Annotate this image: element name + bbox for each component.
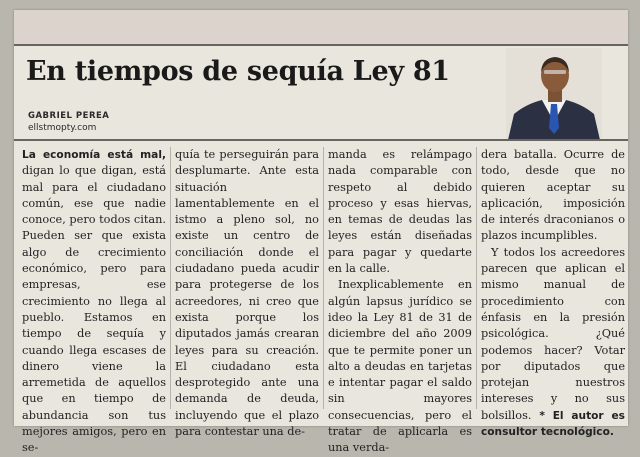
column-4-paragraph-2: Y todos los acreedores parecen que aplican el mismo manual de procedimiento con énfasis en la presión psicológica. ¿Qué podemos hacer? Votar por diputados que protejan nuestros intereses y no sus bolsillos. [481,245,625,422]
page-top-band [14,10,628,44]
article-headline: En tiempos de sequía Ley 81 [26,56,450,87]
column-divider [170,147,171,409]
byline-website: ellstmopty.com [28,123,97,133]
article-column-3 [328,147,472,457]
newspaper-page [14,10,628,455]
column-divider [323,147,324,409]
article-column-4 [481,147,625,440]
article-column-1 [22,147,166,457]
column-3-paragraph-1: manda es relámpago nada comparable con respeto al debido proceso y esas hiervas, en temas de deudas las leyes están diseñadas para pagar y quedarte en la calle. [328,148,472,276]
author-note: * El autor es consultor tecnológico. [481,409,625,439]
byline-rule [14,139,628,141]
article-column-2 [175,147,319,440]
column-4-paragraph-1: dera batalla. Ocurre de todo, desde que no quieren aceptar su aplicación, imposición de interés draconianos o plazos incumplibles. [481,148,625,243]
column-divider [476,147,477,409]
column-3-paragraph-2: Inexplicablemente en algún lapsus jurídico se ideo la Ley 81 de 31 de diciembre del año 2009 que te permite poner un alto a deudas en tarjetas e intentar pagar el saldo sin mayores consecuencias, pero el tratar de aplicarla es una verda- [328,278,472,455]
byline-author: GABRIEL PEREA [28,111,110,121]
column-2-text: quía te perseguirán para desplumarte. Ante esta situación lamentablemente en el istmo a pleno sol, no existe un centro de conciliación donde el ciudadano pueda acudir para protegerse de los acreedores, ni creo que exista porque los diputados jamás crearan leyes para su creación. El ciudadano esta desprotegido ante una demanda de deuda, incluyendo que el plazo para contestar una de- [175,148,319,439]
column-1-text: digan lo que digan, está mal para el ciudadano común, ese que nadie conoce, pero todos citan. Pueden ser que exista algo de crecimiento económico, pero para empresas, ese crecimiento no llega al pueblo. Estamos en tiempo de sequía y cuando llega escases de dinero viene la arremetida de aquellos que en tiempo de abundancia son tus mejores amigos, pero en se- [22,164,166,455]
author-photo [506,48,602,140]
header-rule [14,44,628,46]
lead-phrase: La economía está mal, [22,149,166,161]
